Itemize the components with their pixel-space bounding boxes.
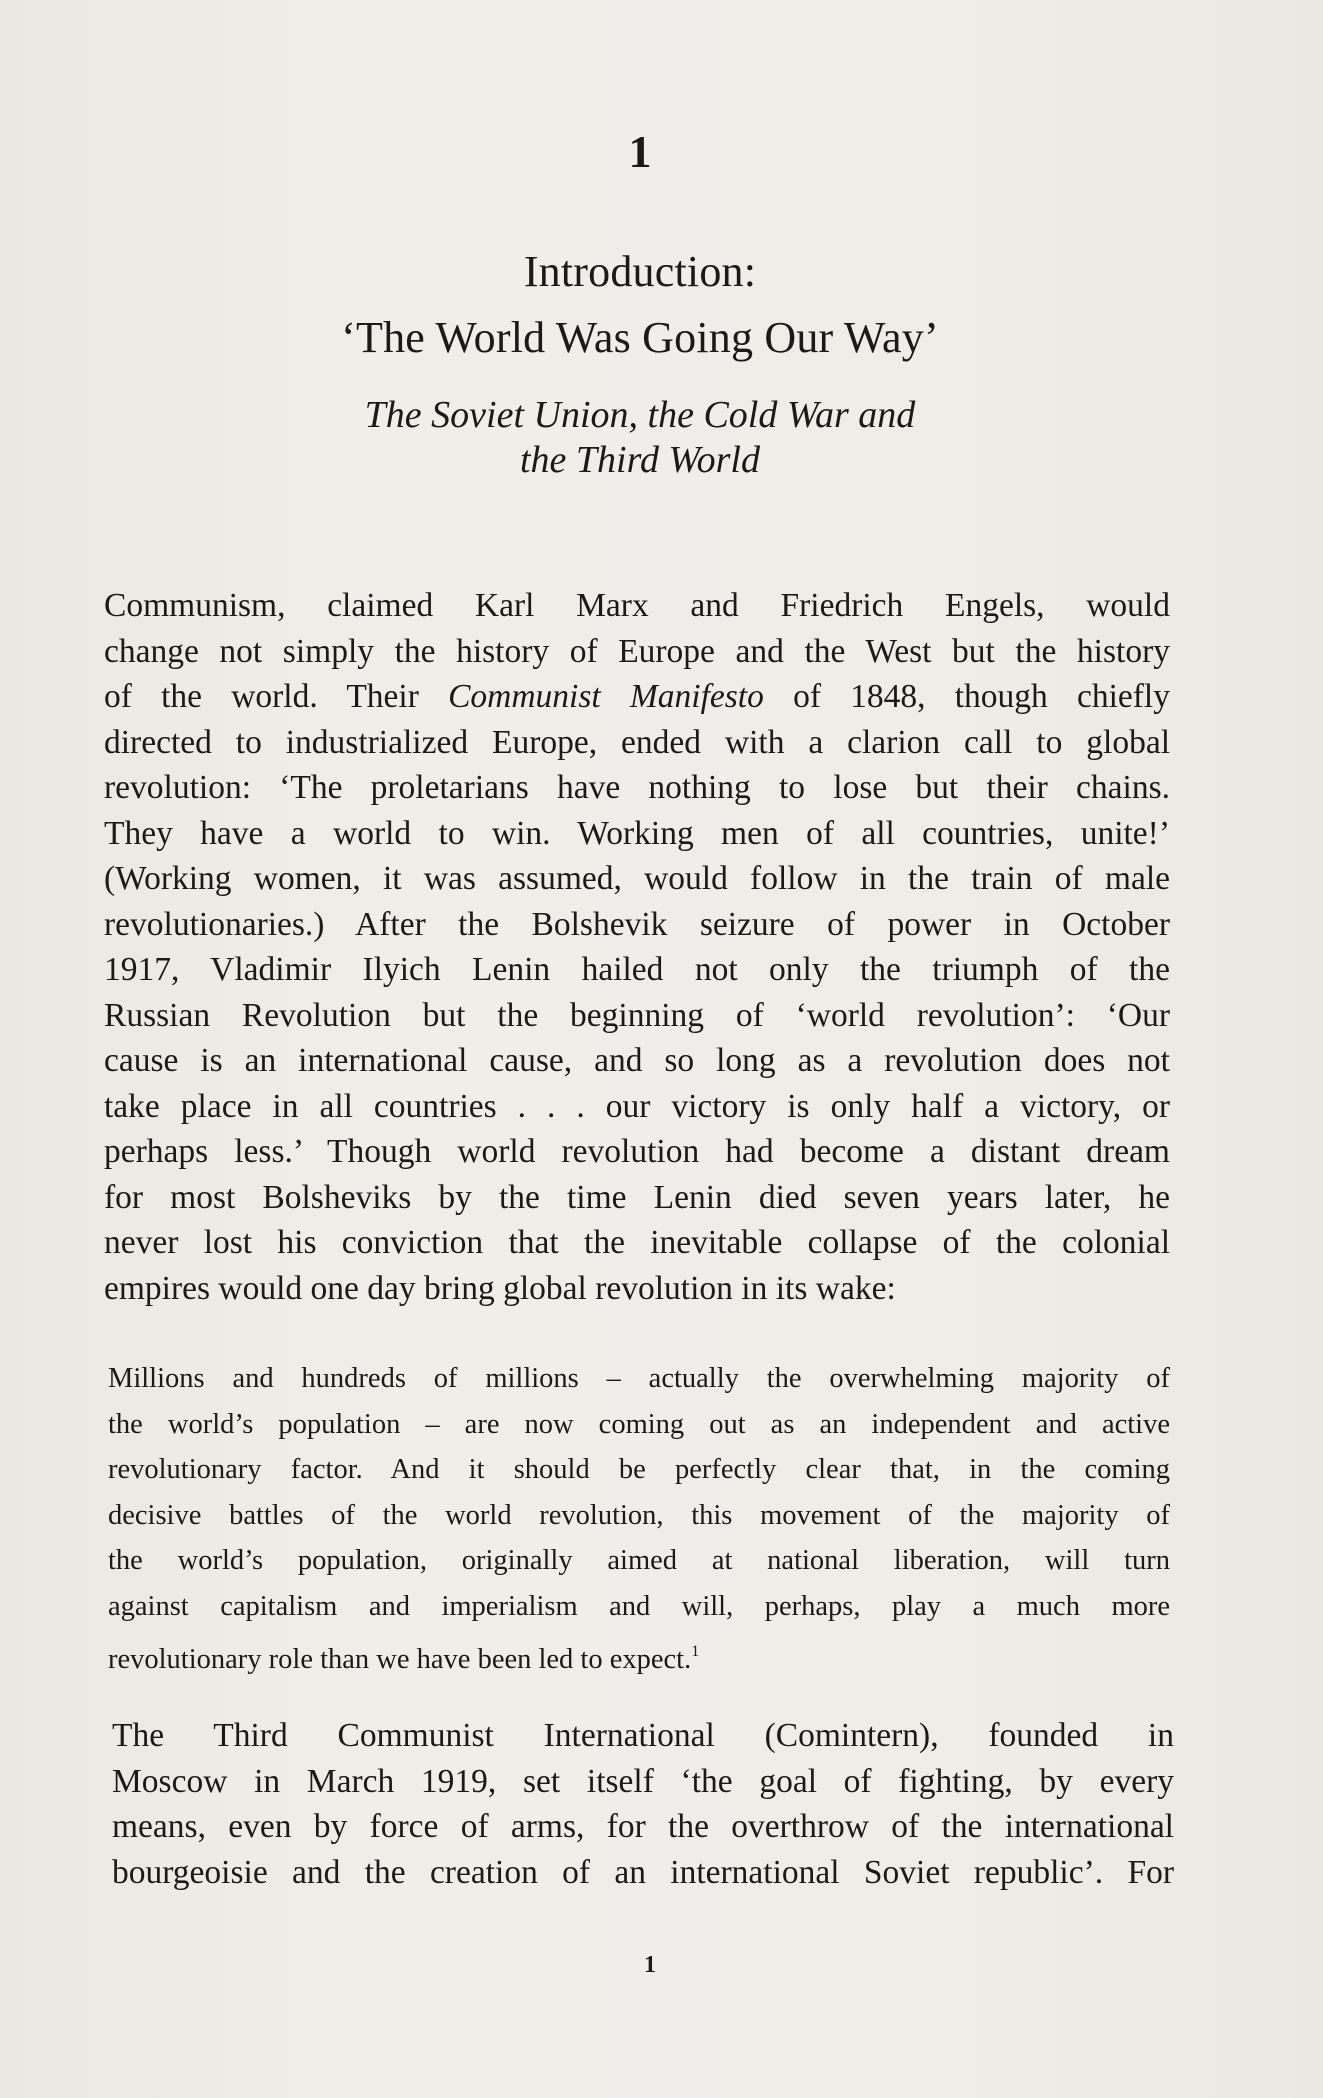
text-line (104, 765, 1170, 811)
paragraph-1 (104, 583, 1170, 1311)
text-run: revolution: ‘The proletarians have nothing to lose but their chains. (104, 769, 1170, 806)
text-line: means, even by force of arms, for the overthrow of the international (112, 1808, 1174, 1845)
text-run: never lost his conviction that the inevitable collapse of the colonial (104, 1224, 1170, 1261)
quote-line: the world’s population – are now coming out as an independent and active (108, 1408, 1170, 1440)
quote-line: Millions and hundreds of millions – actually the overwhelming majority of (108, 1363, 1170, 1394)
text-line (104, 583, 1170, 629)
text-line (104, 947, 1170, 993)
text-line (104, 1175, 1170, 1221)
text-run: perhaps less.’ Though world revolution had become a distant dream (104, 1133, 1170, 1170)
quote-line: the world’s population, originally aimed at national liberation, will turn (108, 1545, 1170, 1576)
text-line (104, 856, 1170, 902)
quote-line: decisive battles of the world revolution, this movement of the majority of (108, 1499, 1170, 1531)
text-line (104, 629, 1170, 675)
block-quote (108, 1356, 1170, 1675)
chapter-number: 1 (628, 126, 652, 177)
text-run: They have a world to win. Working men of all countries, unite!’ (104, 814, 1170, 852)
text-run: 1917, Vladimir Ilyich Lenin hailed not only the triumph of the (104, 951, 1170, 988)
page-number: 1 (644, 1952, 656, 1978)
chapter-title: Introduction: (523, 247, 757, 296)
text-run: change not simply the history of Europe and the West but the history (104, 632, 1170, 670)
chapter-subtitle (0, 393, 1280, 483)
text-run: revolutionaries.) After the Bolshevik seizure of power in October (104, 905, 1170, 943)
text-line (104, 1084, 1170, 1130)
paragraph-2 (112, 1713, 1174, 1895)
text-line: bourgeoisie and the creation of an international Soviet republic’. For (112, 1853, 1174, 1891)
text-line (104, 902, 1170, 948)
text-line (104, 1038, 1170, 1084)
text-run: of the world. Their (104, 678, 449, 715)
text-run: (Working women, it was assumed, would follow in the train of male (104, 860, 1170, 897)
text-run: Communism, claimed Karl Marx and Friedrich Engels, would (104, 587, 1170, 624)
text-run: empires would one day bring global revolution in its wake: (104, 1269, 896, 1307)
text-line (104, 1220, 1170, 1266)
text-line (104, 720, 1170, 766)
book-title-italic: Communist Manifesto (448, 678, 764, 715)
text-line (104, 1129, 1170, 1175)
subtitle-line: the Third World (519, 439, 760, 481)
text-run: Russian Revolution but the beginning of ‘world revolution’: ‘Our (104, 996, 1170, 1034)
quote-line (108, 1629, 1170, 1675)
footnote-marker[interactable]: 1 (691, 1643, 700, 1660)
text-line: Moscow in March 1919, set itself ‘the goal of fighting, by every (112, 1762, 1174, 1800)
text-run: take place in all countries . . . our victory is only half a victory, or (104, 1087, 1170, 1125)
text-run: of 1848, though chiefly (763, 678, 1170, 715)
text-line (104, 674, 1170, 720)
subtitle-line: The Soviet Union, the Cold War and (364, 394, 916, 436)
text-line (104, 993, 1170, 1039)
quote-line: revolutionary factor. And it should be perfectly clear that, in the coming (108, 1454, 1170, 1485)
text-line: The Third Communist International (Comintern), founded in (112, 1717, 1174, 1754)
quote-line: against capitalism and imperialism and will, perhaps, play a much more (108, 1590, 1170, 1622)
text-run: for most Bolsheviks by the time Lenin died seven years later, he (104, 1178, 1170, 1216)
chapter-quote-title: ‘The World Was Going Our Way’ (341, 313, 939, 362)
text-run: directed to industrialized Europe, ended with a clarion call to global (104, 723, 1170, 761)
text-line (104, 811, 1170, 857)
quote-line-text: revolutionary role than we have been led to expect. (108, 1644, 692, 1675)
text-run: cause is an international cause, and so long as a revolution does not (104, 1042, 1170, 1079)
text-line (104, 1266, 1170, 1312)
